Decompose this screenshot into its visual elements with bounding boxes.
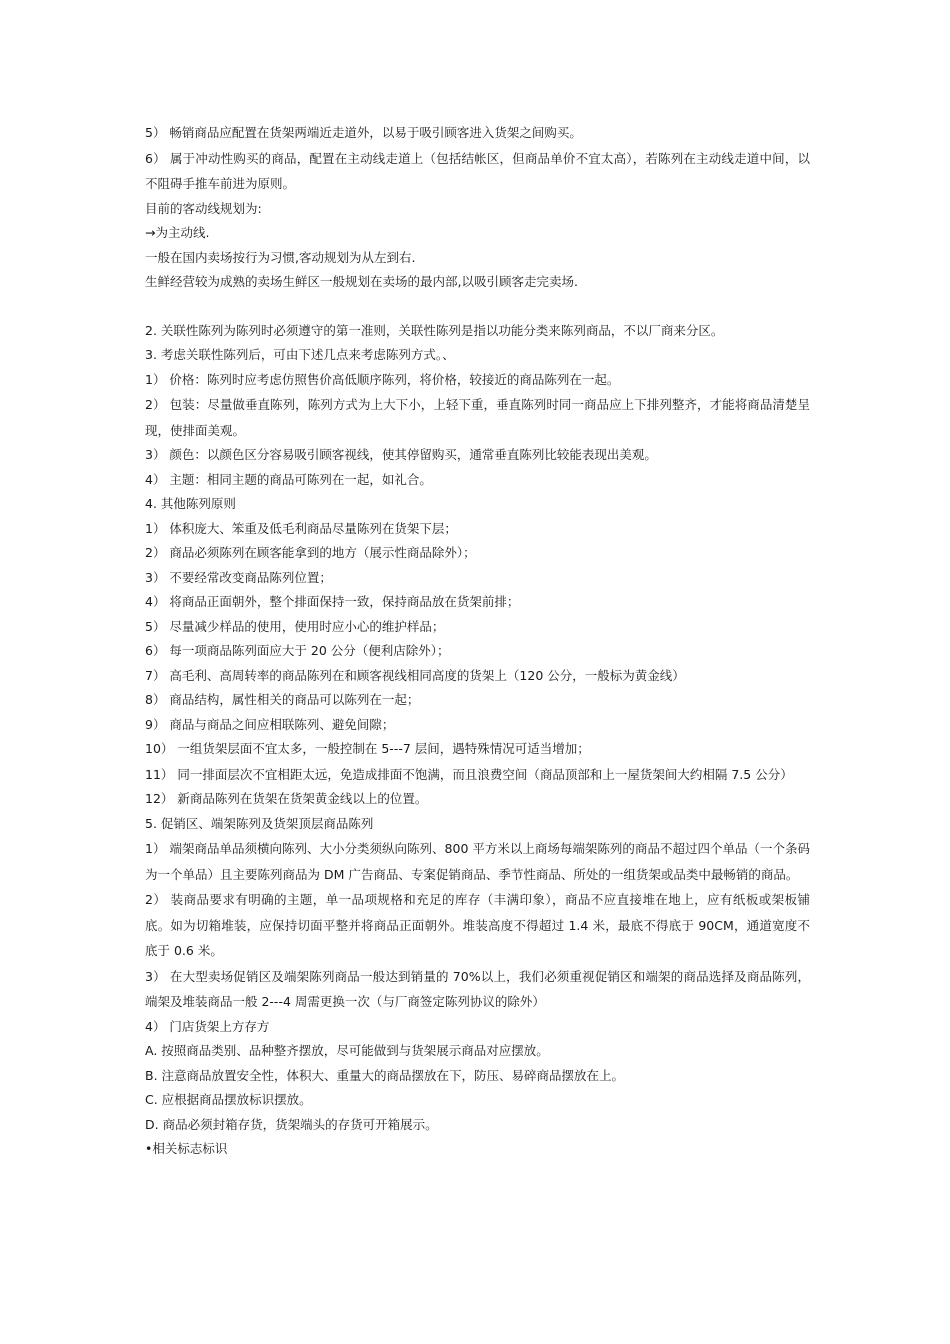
storage-rule-c: C. 应根据商品摆放标识摆放。 — [145, 1092, 312, 1107]
promotion-item-4: 4） 门店货架上方存方 — [145, 1018, 270, 1034]
principle-5: 5） 尽量减少样品的使用，使用时应小心的维护样品； — [145, 618, 445, 634]
promotion-item-3: 3） 在大型卖场促销区及端架陈列商品一般达到销量的 70%以上，我们必须重视促销区和端架的商品选择及商品陈列，端架及堆装商品一般 2---4 周需更换一次（与厂商签定陈列协议的除外） — [145, 968, 810, 1009]
item-packaging: 2） 包装：尽量做垂直陈列，陈列方式为上大下小，上轻下重，垂直陈列时同一商品应上下排列整齐，才能将商品清楚呈现，使排面美观。 — [145, 397, 810, 438]
principle-2: 2） 商品必须陈列在顾客能拿到的地方（展示性商品除外）； — [145, 545, 476, 560]
blank-line — [145, 295, 810, 319]
paragraph-6-impulse-goods: 6） 属于冲动性购买的商品，配置在主动线走道上（包括结帐区，但商品单价不宜太高），若陈列在主动线走道中间，以不阻碍手推车前进为原则。 — [145, 150, 810, 191]
principle-7: 7） 高毛利、高周转率的商品陈列在和顾客视线相同高度的货架上（120 公分，一般标为黄金线） — [145, 667, 685, 683]
principle-11: 11） 同一排面层次不宜相距太远，免造成排面不饱满，而且浪费空间（商品顶部和上一屋货架间大约相隔 7.5 公分） — [145, 766, 793, 782]
promotion-item-1: 1） 端架商品单品须横向陈列、大小分类须纵向陈列、800 平方米以上商场每端架陈列的商品不超过四个单品（一个条码为一个单品）且主要陈列商品为 DM 广告商品、专案促销商品、季节性商品、所处的一组货架或品类中最畅销的商品。 — [145, 841, 810, 882]
document-page — [145, 121, 810, 1162]
related-signage-heading: •相关标志标识 — [145, 1141, 228, 1156]
principle-1: 1） 体积庞大、笨重及低毛利商品尽量陈列在货架下层； — [145, 520, 457, 536]
storage-rule-a: A. 按照商品类别、品种整齐摆放，尽可能做到与货架展示商品对应摆放。 — [145, 1043, 549, 1058]
principle-4: 4） 将商品正面朝外，整个排面保持一致，保持商品放在货架前排； — [145, 594, 520, 609]
paragraph-flow-direction: 一般在国内卖场按行为习惯,客动规划为从左到右. — [145, 249, 416, 265]
item-theme: 4） 主题：相同主题的商品可陈列在一起，如礼合。 — [145, 471, 432, 487]
item-price: 1） 价格：陈列时应考虑仿照售价高低顺序陈列，将价格，较接近的商品陈列在一起。 — [145, 371, 620, 387]
storage-rule-b: B. 注意商品放置安全性，体积大、重量大的商品摆放在下，防压、易碎商品摆放在上。 — [145, 1067, 625, 1083]
item-color: 3） 颜色：以颜色区分容易吸引顾客视线，使其停留购买，通常垂直陈列比较能表现出美观。 — [145, 447, 657, 462]
paragraph-5-bestsellers: 5） 畅销商品应配置在货架两端近走道外，以易于吸引顾客进入货架之间购买。 — [145, 125, 582, 140]
section-4-other-principles: 4. 其他陈列原则 — [145, 496, 236, 511]
promotion-item-2: 2） 装商品要求有明确的主题，单一品项规格和充足的库存（丰满印象），商品不应直接堆在地上，应有纸板或架板铺底。如为切箱堆装，应保持切面平整并将商品正面朝外。堆装高度不得超过 1.4 米，最底不得底于 90CM，通道宽度不底于 0.6 米。 — [145, 892, 810, 958]
section-3-display-methods: 3. 考虑关联性陈列后，可由下述几点来考虑陈列方式。、 — [145, 347, 455, 362]
principle-6: 6） 每一项商品陈列面应大于 20 公分（便利店除外）； — [145, 643, 450, 658]
section-2-related-display: 2. 关联性陈列为陈列时必须遵守的第一准则，关联性陈列是指以功能分类来陈列商品，不以厂商来分区。 — [145, 322, 724, 338]
paragraph-customer-flow: 目前的客动线规划为: — [145, 200, 262, 216]
principle-9: 9） 商品与商品之间应相联陈列、避免间隙； — [145, 716, 395, 732]
storage-rule-d: D. 商品必须封箱存货，货架端头的存货可开箱展示。 — [145, 1116, 438, 1132]
paragraph-fresh-area: 生鲜经营较为成熟的卖场生鲜区一般规划在卖场的最内部,以吸引顾客走完卖场. — [145, 274, 578, 289]
principle-10: 10） 一组货架层面不宜太多，一般控制在 5---7 层间，遇特殊情况可适当增加； — [145, 741, 590, 756]
principle-12: 12） 新商品陈列在货架在货架黄金线以上的位置。 — [145, 791, 428, 806]
paragraph-main-flow-arrow: →为主动线. — [145, 225, 210, 240]
principle-8: 8） 商品结构，属性相关的商品可以陈列在一起； — [145, 692, 420, 707]
principle-3: 3） 不要经常改变商品陈列位置； — [145, 569, 332, 585]
section-5-promotion-display: 5. 促销区、端架陈列及货架顶层商品陈列 — [145, 815, 374, 831]
